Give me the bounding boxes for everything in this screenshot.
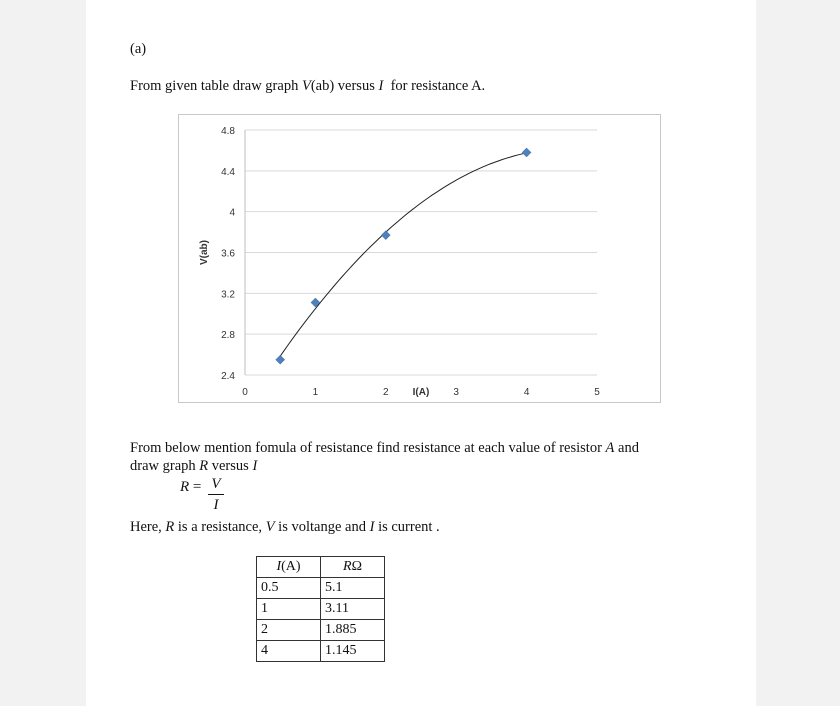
formula-numerator: V	[211, 476, 221, 492]
table-row	[257, 578, 385, 599]
header-current-unit: (A)	[281, 559, 301, 574]
instruction-text: (ab) versus	[310, 78, 379, 94]
instruction-resistance-line1	[130, 439, 639, 457]
formula-equals: =	[189, 479, 202, 495]
fraction-bar	[208, 494, 224, 495]
instruction-text: versus	[208, 458, 253, 474]
table-row	[257, 641, 385, 662]
y-tick-label: 2.4	[221, 371, 235, 382]
part-label: (a)	[130, 41, 147, 57]
cell-resistance: 1.145	[321, 641, 385, 662]
instruction-text: From given table draw graph	[130, 78, 302, 94]
explanation-text: is voltange and	[274, 519, 370, 535]
explanation-line	[130, 518, 440, 536]
x-tick-label: 3	[453, 387, 459, 398]
header-current	[257, 557, 321, 578]
resistance-formula	[180, 479, 201, 496]
cell-resistance: 1.885	[321, 620, 385, 641]
header-resistance	[321, 557, 385, 578]
instruction-text: draw graph	[130, 458, 200, 474]
header-current-var: I	[276, 559, 282, 574]
instruction-text: and	[614, 440, 639, 456]
explanation-text: Here,	[130, 519, 166, 535]
explanation-text: is current .	[374, 519, 440, 535]
chart-svg	[179, 115, 660, 402]
data-point-marker	[311, 298, 320, 307]
y-tick-label: 3.6	[221, 248, 235, 260]
table-header-row	[257, 557, 385, 578]
y-tick-label: 4.8	[221, 126, 235, 137]
cell-current: 0.5	[257, 578, 321, 599]
data-point-marker	[381, 231, 390, 240]
table-row	[257, 620, 385, 641]
y-tick-label: 4.4	[221, 166, 235, 178]
x-tick-label: 2	[383, 387, 389, 398]
x-tick-label: 5	[594, 387, 600, 398]
variable-a: A	[605, 440, 615, 456]
variable-r: R	[165, 519, 175, 535]
cell-resistance: 5.1	[321, 578, 385, 599]
y-tick-label: 4	[229, 207, 235, 219]
instruction-resistance-line2	[130, 457, 257, 475]
variable-i: I	[378, 78, 384, 94]
variable-i: I	[369, 519, 375, 535]
table-row	[257, 599, 385, 620]
x-axis-title: I(A)	[412, 387, 430, 398]
header-resistance-var: R	[343, 559, 352, 574]
variable-v: V	[301, 78, 311, 94]
header-resistance-unit: Ω	[351, 559, 362, 574]
formula-fraction	[208, 475, 224, 514]
cell-current: 1	[257, 599, 321, 620]
trendline	[280, 153, 526, 356]
y-tick-label: 3.2	[221, 289, 235, 301]
formula-lhs: R	[180, 479, 190, 495]
data-point-marker	[276, 355, 285, 364]
x-tick-label: 1	[312, 387, 319, 398]
variable-r: R	[199, 458, 209, 474]
y-axis-title: V(ab)	[199, 240, 210, 265]
vab-vs-i-chart	[178, 114, 661, 403]
formula-denominator: I	[213, 497, 219, 513]
x-tick-label: 4	[523, 387, 530, 398]
instruction-draw-graph	[130, 77, 485, 95]
instruction-text: for resistance A.	[383, 78, 486, 94]
instruction-text: From below mention fomula of resistance find resistance at each value of resistor	[130, 440, 606, 456]
variable-i: I	[252, 458, 258, 474]
resistance-table	[256, 556, 385, 662]
data-point-marker	[522, 148, 531, 157]
cell-current: 2	[257, 620, 321, 641]
x-tick-label: 0	[242, 387, 248, 398]
cell-current: 4	[257, 641, 321, 662]
cell-resistance: 3.11	[321, 599, 385, 620]
explanation-text: is a resistance,	[174, 519, 266, 535]
y-tick-label: 2.8	[221, 330, 235, 342]
variable-v: V	[265, 519, 275, 535]
